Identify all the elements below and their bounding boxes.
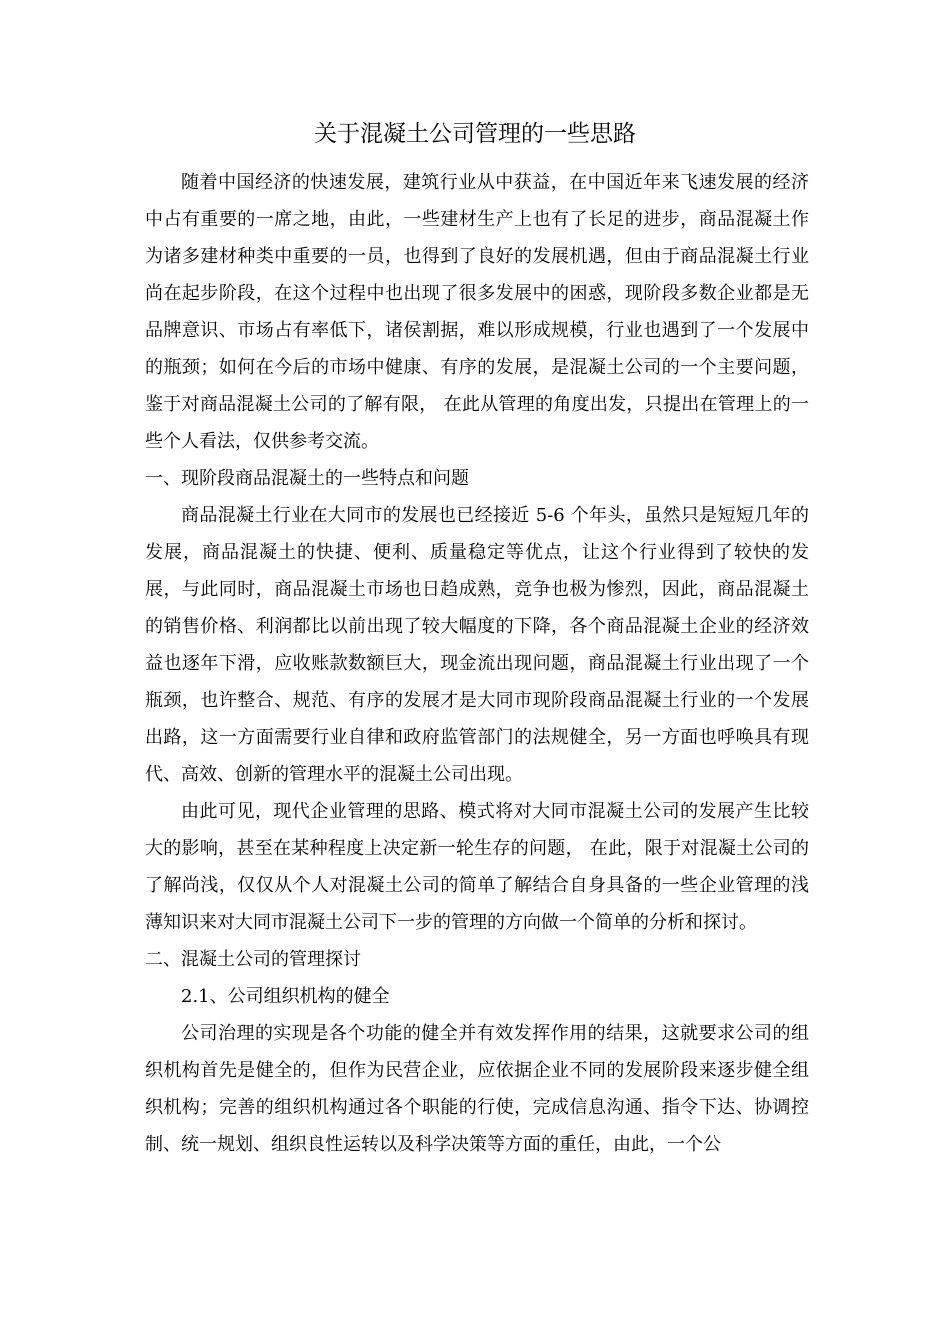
section-2-1-paragraph-1: 公司治理的实现是各个功能的健全并有效发挥作用的结果，这就要求公司的组织机构首先是健全的，但作为民营企业，应依据企业不同的发展阶段来逐步健全组织机构；完善的组织机构通过各个职能的行使，完成信息沟通、指令下达、协调控制、统一规划、组织良性运转以及科学决策等方面的重任，由此，一个公 (145, 1023, 809, 1155)
section-2-1-heading: 2.1、公司组织机构的健全 (181, 986, 390, 1007)
document-body (145, 164, 809, 1163)
document-title: 关于混凝土公司管理的一些思路 (314, 121, 636, 147)
section-1-paragraph-1: 商品混凝土行业在大同市的发展也已经接近 5-6 个年头，虽然只是短短几年的发展，商品混凝土的快捷、便利、质量稳定等优点，让这个行业得到了较快的发展，与此同时，商品混凝土市场也日趋成熟，竞争也极为惨烈，因此，商品混凝土的销售价格、利润都比以前出现了较大幅度的下降，各个商品混凝土企业的经济效益也逐年下滑，应收账款数额巨大，现金流出现问题，商品混凝土行业出现了一个瓶颈，也许整合、规范、有序的发展才是大同市现阶段商品混凝土行业的一个发展出路，这一方面需要行业自律和政府监管部门的法规健全，另一方面也呼唤具有现代、高效、创新的管理水平的混凝土公司出现。 (145, 505, 809, 785)
section-1-heading: 一、现阶段商品混凝土的一些特点和问题 (145, 468, 469, 489)
section-2-heading: 二、混凝土公司的管理探讨 (145, 949, 361, 970)
intro-paragraph: 随着中国经济的快速发展，建筑行业从中获益，在中国近年来飞速发展的经济中占有重要的一席之地，由此，一些建材生产上也有了长足的进步，商品混凝土作为诸多建材种类中重要的一员，也得到了良好的发展机遇，但由于商品混凝土行业尚在起步阶段，在这个过程中也出现了很多发展中的困惑，现阶段多数企业都是无品牌意识、市场占有率低下，诸侯割据，难以形成规模，行业也遇到了一个发展中的瓶颈；如何在今后的市场中健康、有序的发展，是混凝土公司的一个主要问题，鉴于对商品混凝土公司的了解有限， 在此从管理的角度出发，只提出在管理上的一些个人看法，仅供参考交流。 (145, 172, 809, 452)
section-1-paragraph-2: 由此可见，现代企业管理的思路、模式将对大同市混凝土公司的发展产生比较大的影响，甚至在某种程度上决定新一轮生存的问题， 在此，限于对混凝土公司的了解尚浅，仅仅从个人对混凝土公司的简单了解结合自身具备的一些企业管理的浅薄知识来对大同市混凝土公司下一步的管理的方向做一个简单的分析和探讨。 (145, 801, 809, 933)
